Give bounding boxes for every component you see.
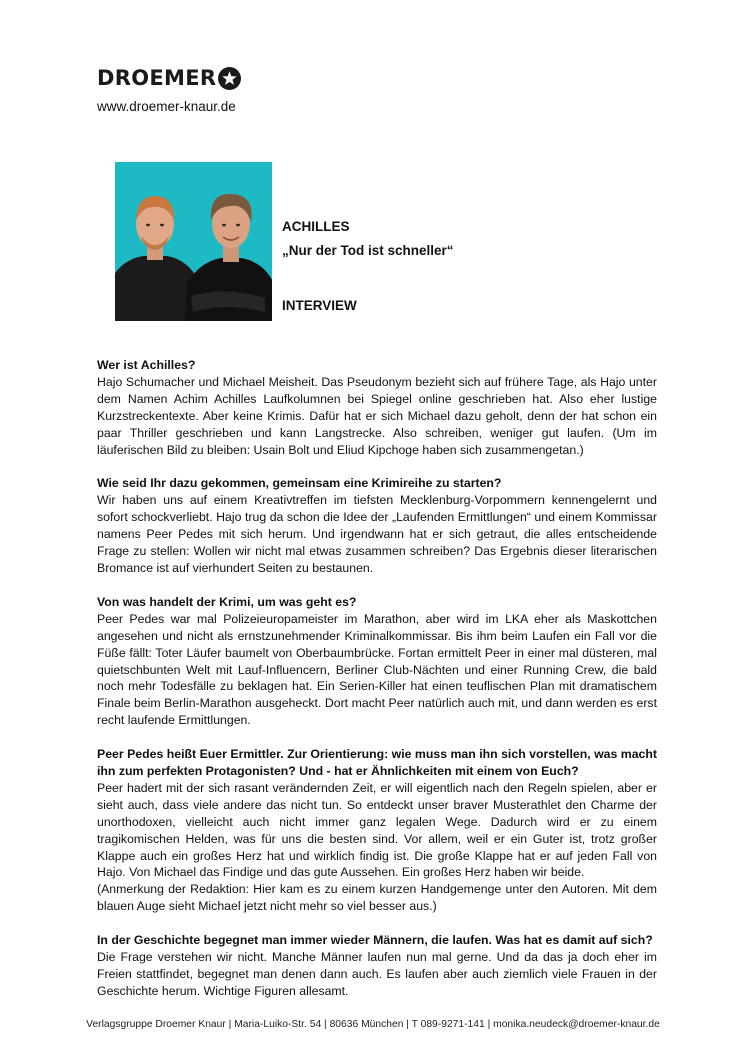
publisher-logo (97, 66, 241, 90)
qa-item (97, 475, 657, 576)
section-heading: INTERVIEW (282, 298, 357, 313)
interview-body (97, 357, 657, 1000)
website-url: www.droemer-knaur.de (97, 99, 236, 114)
author-pseudonym: ACHILLES (282, 219, 350, 234)
answer: Peer Pedes war mal Polizeieuropameister im Marathon, aber wird im LKA eher als Maskottchen angesehen und nicht als ernstzunehmender Kriminalkommissar. Bis ihm beim Laufen ein Fall vor die Füße fällt: Toter Läufer baumelt von Oberbaumbrücke. Fortan ermittelt Peer in einer mal düsteren, mal quietschbunten Welt mit Lauf-Influencern, Berliner Club-Nächten und einer Running Crew, die bald noch mehr Todesfälle zu beklagen hat. Ein Serien-Killer hat einen teuflischen Plan mit dramatischem Finale beim Berlin-Marathon ausgeheckt. Dort macht Peer natürlich auch mit, und dann werden es erst recht laufende Ermittlungen. (97, 611, 657, 728)
qa-item (97, 746, 657, 915)
editorial-note: (Anmerkung der Redaktion: Hier kam es zu einem kurzen Handgemenge unter den Autoren. Mit dem blauen Auge sieht Michael jetzt nicht mehr so viel besser aus.) (97, 882, 657, 914)
book-title: „Nur der Tod ist schneller“ (282, 243, 454, 258)
answer: Wir haben uns auf einem Kreativtreffen im tiefsten Mecklenburg-Vorpommern kennengelernt und sofort schockverliebt. Hajo trug da schon die Idee der „Laufenden Ermittlungen“ und einem Kommissar namens Peer Pedes mit sich herum. Und irgendwann hat er sich getraut, die alles entscheidende Frage zu stellen: Wollen wir nicht mal etwas zusammen schreiben? Das Ergebnis dieser literarischen Bromance ist auf vierhundert Seiten zu bestaunen. (97, 493, 657, 575)
book-title-block (282, 215, 454, 263)
answer: Hajo Schumacher und Michael Meisheit. Das Pseudonym bezieht sich auf frühere Tage, als Hajo unter dem Namen Achim Achilles Laufkolumnen bei Spiegel online geschrieben hat. Also eher lustige Kurzstreckentexte. Aber keine Krimis. Dafür hat er sich Michael dazu geholt, denn der hat schon ein paar Thriller geschrieben und kann Langstrecke. Also schreiben, weniger gut laufen. (Um im läuferischen Bild zu bleiben: Usain Bolt und Eliud Kipchoge haben sich zusammengetan.) (97, 374, 657, 457)
answer: Die Frage verstehen wir nicht. Manche Männer laufen nun mal gerne. Und da das ja doch eher im Freien stattfindet, begegnet man denen dann auch. Es laufen aber auch ziemlich viele Frauen in der Geschichte herum. Wichtige Figuren allesamt. (97, 950, 657, 998)
qa-item (97, 357, 657, 458)
qa-item (97, 932, 657, 1000)
question: Wer ist Achilles? (97, 358, 196, 372)
qa-item (97, 594, 657, 729)
footer-contact: Verlagsgruppe Droemer Knaur | Maria-Luiko-Str. 54 | 80636 München | T 089-9271-141 | monika.neudeck@droemer-knaur.de (86, 1019, 660, 1030)
question: Peer Pedes heißt Euer Ermittler. Zur Orientierung: wie muss man ihn sich vorstellen, was macht ihn zum perfekten Protagonisten? Und - hat er Ähnlichkeiten mit einem von Euch? (97, 747, 657, 779)
logo-wordmark: DROEMER (97, 66, 217, 90)
star-in-circle-icon (218, 67, 241, 90)
question: Von was handelt der Krimi, um was geht es? (97, 594, 357, 609)
answer: Peer hadert mit der sich rasant verändernden Zeit, er will eigentlich nach den Regeln spielen, aber er sieht auch, dass viele andere das nicht tun. So entdeckt unser braver Musterathlet den Charme der unorthodoxen, vielleicht auch nicht immer ganz legalen Wege. Dadurch wird er zu einem tragikomischen Helden, was für uns die besten sind. Vor allem, weil er ein Guter ist, trotz großer Klappe auch ein großes Herz hat und wirklich findig ist. Die große Klappe hat er auf jeden Fall von Hajo. Von Michael das Findige und das gute Aussehen. Ein großes Herz haben wir beide. (97, 780, 657, 880)
question: Wie seid Ihr dazu gekommen, gemeinsam eine Krimireihe zu starten? (97, 476, 502, 491)
author-photo (115, 162, 272, 321)
question: In der Geschichte begegnet man immer wieder Männern, die laufen. Was hat es damit auf sich? (97, 933, 653, 948)
